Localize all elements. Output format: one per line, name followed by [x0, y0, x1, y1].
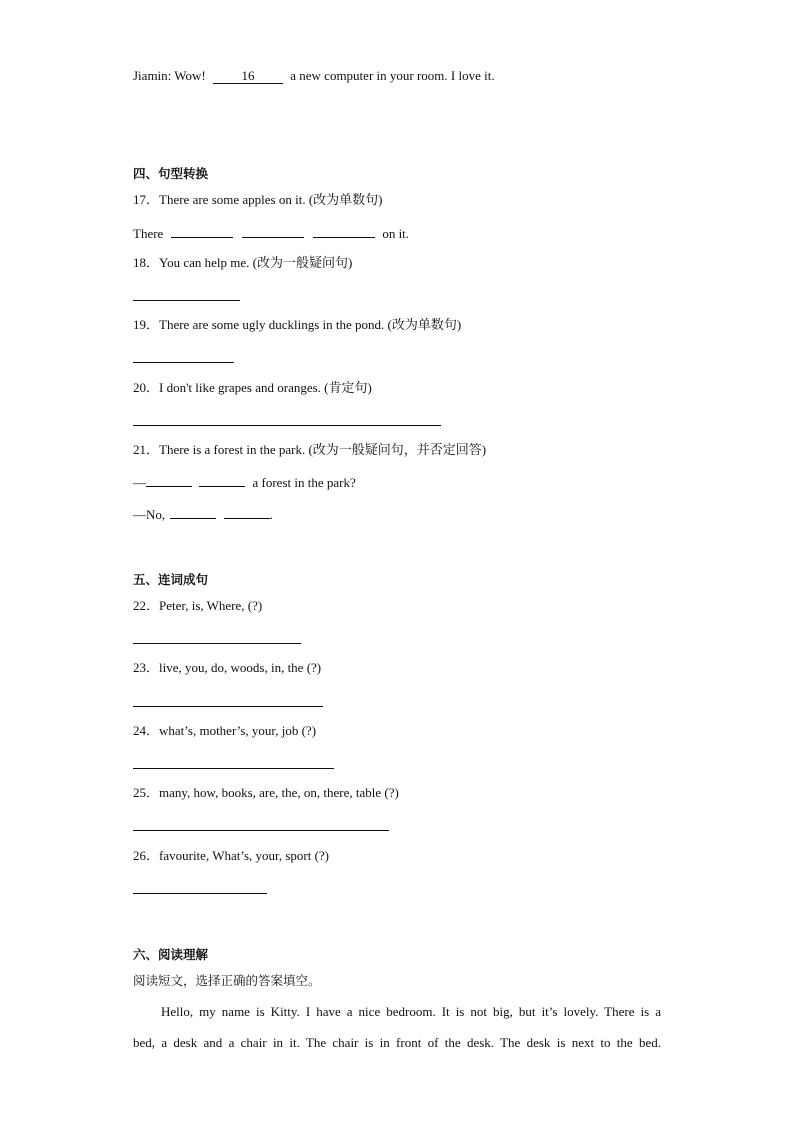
question-21-answer-line2	[133, 505, 273, 523]
answer-blank[interactable]	[171, 224, 233, 238]
question-text: There are some apples on it. (改为单数句)	[159, 192, 383, 207]
passage-line: Hello, my name is Kitty. I have a nice bedroom. It is not big, but it’s lovely. There is a	[161, 1004, 661, 1019]
reading-instruction: 阅读短文，选择正确的答案填空。	[133, 973, 321, 988]
answer-line-18[interactable]	[133, 300, 240, 301]
answer-blank[interactable]	[224, 505, 270, 519]
question-number: 24．	[133, 723, 160, 738]
answer-line-19[interactable]	[133, 362, 234, 363]
reading-passage	[133, 996, 661, 1058]
section-title-4: 四、句型转换	[133, 166, 209, 181]
question-21	[133, 442, 486, 458]
answer-blank[interactable]	[199, 473, 245, 487]
question-20	[133, 380, 372, 396]
dialog-text-before: Wow!	[174, 68, 206, 83]
question-22	[133, 598, 262, 614]
question-19	[133, 317, 461, 333]
question-17	[133, 192, 382, 208]
question-text: Peter, is, Where, (?)	[159, 598, 263, 613]
speaker: Jiamin:	[133, 68, 172, 83]
section-title-6: 六、阅读理解	[133, 947, 209, 962]
question-24	[133, 723, 316, 739]
answer-blank[interactable]	[242, 224, 304, 238]
question-number: 19．	[133, 317, 160, 332]
question-26	[133, 848, 329, 864]
question-number: 23．	[133, 660, 160, 675]
question-number: 22．	[133, 598, 160, 613]
question-21-answer-line1	[133, 473, 356, 491]
question-number: 18．	[133, 255, 160, 270]
question-text: live, you, do, woods, in, the (?)	[159, 660, 322, 675]
question-text: There are some ugly ducklings in the pond. (改为单数句)	[159, 317, 462, 332]
question-text: favourite, What’s, your, sport (?)	[159, 848, 330, 863]
question-number: 21．	[133, 442, 160, 457]
answer-line-23[interactable]	[133, 706, 323, 707]
question-number: 20．	[133, 380, 160, 395]
question-text: what’s, mother’s, your, job (?)	[159, 723, 317, 738]
answer-blank[interactable]	[146, 473, 192, 487]
question-25	[133, 785, 399, 801]
blank-number: 16	[241, 68, 255, 83]
answer-suffix: on it.	[382, 226, 410, 241]
question-23	[133, 660, 321, 676]
dialog-text-after: a new computer in your room. I love it.	[290, 68, 495, 83]
dialog-line-16	[133, 68, 495, 84]
answer-prefix: There	[133, 226, 164, 241]
answer-blank-16[interactable]	[213, 69, 283, 84]
answer-line-26[interactable]	[133, 893, 267, 894]
dash: —	[133, 475, 146, 490]
question-text: many, how, books, are, the, on, there, table (?)	[159, 785, 399, 800]
answer-suffix: a forest in the park?	[252, 475, 356, 490]
question-number: 17．	[133, 192, 160, 207]
answer-line-25[interactable]	[133, 830, 389, 831]
answer-line-24[interactable]	[133, 768, 334, 769]
answer-suffix: .	[269, 507, 273, 522]
answer-blank[interactable]	[170, 505, 216, 519]
passage-line: bed, a desk and a chair in it. The chair is in front of the desk. The desk is next to the bed.	[133, 1035, 661, 1050]
answer-line-20[interactable]	[133, 425, 441, 426]
question-text: I don't like grapes and oranges. (肯定句)	[159, 380, 372, 395]
question-18	[133, 255, 352, 271]
answer-prefix: —No,	[133, 507, 166, 522]
question-17-answer	[133, 224, 409, 242]
section-title-5: 五、连词成句	[133, 572, 209, 587]
question-number: 25．	[133, 785, 160, 800]
question-number: 26．	[133, 848, 160, 863]
question-text: There is a forest in the park. (改为一般疑问句，并否定回答)	[159, 442, 487, 457]
question-text: You can help me. (改为一般疑问句)	[159, 255, 353, 270]
answer-blank[interactable]	[313, 224, 375, 238]
answer-line-22[interactable]	[133, 643, 301, 644]
